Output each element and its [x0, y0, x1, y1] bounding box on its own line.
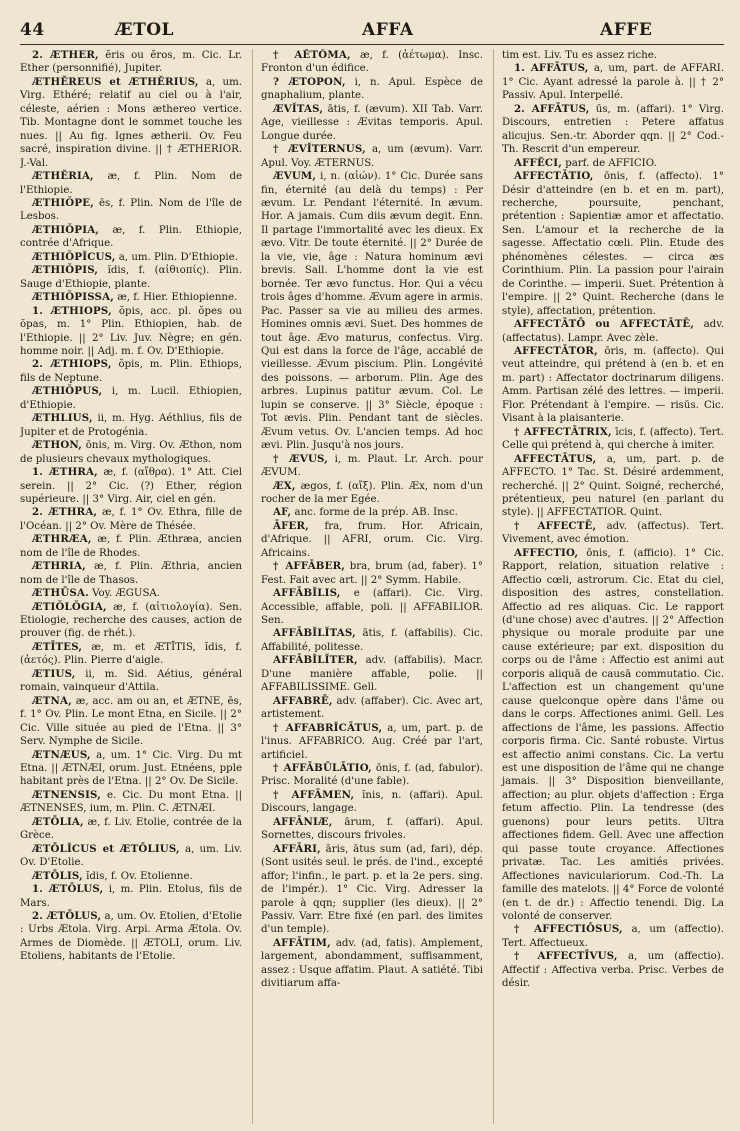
page-number: 44	[20, 20, 45, 40]
entry-headword: 2. ÆTŌLUS,	[32, 910, 102, 922]
entry-definition: a, um (affectio). Affectif : Affectiva verba. Prisc. Verbes de désir.	[502, 951, 724, 990]
entry-headword: † AFFĀMEN,	[273, 788, 355, 801]
entry-headword: AFFECTĀTUS,	[514, 452, 597, 465]
entry-headword: ÆTŌLIS,	[32, 869, 83, 882]
entry-headword: ÆTHĔREUS et ÆTHĔRIUS,	[32, 75, 199, 88]
dictionary-entry	[20, 789, 242, 816]
dictionary-entry	[502, 103, 724, 157]
dictionary-entry	[20, 170, 242, 197]
entry-headword: ÆTNA,	[32, 694, 72, 707]
column-middle	[252, 49, 483, 1124]
entry-definition: ĭdis, f. (αἰθιοπίς). Plin. Sauge d'Ethiopie, plante.	[20, 265, 242, 290]
dictionary-entry	[20, 439, 242, 466]
entry-headword: ÆTIUS,	[32, 667, 76, 680]
entry-headword: ÆTHRIA,	[32, 560, 86, 573]
entry-headword: AFFECTĀTOR,	[514, 344, 598, 357]
dictionary-entry	[502, 950, 724, 990]
entry-headword: 2. ÆTHRA,	[32, 506, 98, 519]
entry-definition: adv. (affaber). Cic. Avec art, artistement.	[261, 695, 483, 721]
entry-definition: a, um, part. p. de AFFECTO. 1° Tac. St. Désiré ardemment, recherché. || 2° Quint. Soigné, recherché, prétentieux, peu naturel (en parlant du style). || AFFECTATIOR. Quint.	[502, 453, 724, 519]
dictionary-entry	[20, 641, 242, 668]
entry-headword: 2. ÆTHIOPS,	[32, 358, 112, 371]
entry-headword: ÆVĬTAS,	[273, 102, 324, 115]
entry-headword: † ÆVĬTERNUS,	[273, 143, 366, 156]
dictionary-entry	[261, 49, 483, 76]
entry-definition: īcis, f. (affecto). Tert. Celle qui prétend à, qui cherche à imiter.	[502, 426, 724, 452]
entry-definition: a, um, part. p. de l'inus. AFFABRICO. Aug. Créé par l'art, artificiel.	[261, 722, 483, 761]
entry-headword: ÆTHON,	[32, 439, 83, 452]
entry-headword: 1. ÆTHRA,	[32, 466, 98, 479]
dictionary-entry	[261, 843, 483, 937]
header-left-word: ÆTOL	[115, 20, 174, 40]
entry-definition: a, um (affectio). Tert. Affectueux.	[502, 924, 724, 949]
entry-headword: 2. ÆTHER,	[32, 49, 99, 61]
entry-headword: AFFĀTIM,	[273, 936, 331, 949]
entry-headword: † AFFECTĪVUS,	[514, 950, 618, 963]
entry-headword: 1. AFFĀTUS,	[514, 62, 589, 75]
dictionary-entry	[502, 62, 724, 102]
entry-headword: ÆTHRÆA,	[32, 533, 92, 546]
dictionary-entry	[502, 157, 724, 170]
entry-headword: † AFFECTĒ,	[514, 519, 597, 532]
dictionary-entry	[502, 345, 724, 426]
page-header	[20, 20, 724, 45]
entry-definition: ĭnis, n. (affari). Apul. Discours, langage.	[261, 789, 483, 815]
dictionary-entry	[20, 224, 242, 251]
entry-definition: āris, ātus sum (ad, fari), dép. (Sont usités seul. le prés. de l'ind., excepté affor; l'infin., le part. p. et la 2e pers. sing. de l'impér.). 1° Cic. Virg. Adresser la parole à qqn; supplier (les dieux). || 2° Passiv. Varr. Etre fixé (en parl. des limites d'un temple).	[261, 843, 483, 936]
entry-headword: AFFĀBĬLĬTAS,	[273, 627, 356, 640]
entry-headword: ĀFER,	[273, 519, 309, 532]
entry-definition: a, um. Ov. Etolien, d'Etolie : Urbs Ætola. Virg. Arpi. Arma Ætola. Ov. Armes de Diomède. || ÆTOLI, orum. Liv. Etoliens, habitants de l'Etolie.	[20, 911, 242, 963]
dictionary-entry	[20, 533, 242, 560]
dictionary-entry	[20, 412, 242, 439]
entry-definition: æ, f. Plin. Æthria, ancien nom de l'île de Thasos.	[20, 561, 242, 586]
dictionary-entry	[261, 789, 483, 816]
dictionary-entry	[261, 816, 483, 843]
entry-definition: æ, f. 1° Ov. Ethra, fille de l'Océan. || 2° Ov. Mère de Thésée.	[20, 507, 242, 532]
entry-definition: i, n. (αἰών). 1° Cic. Durée sans fin, éternité (au delà du temps) : Per ævum. Lr. Pendant l'éternité. In ævum. Hor. A jamais. Cum diis ævum degit. Enn. Il partage l'immortalité avec les dieux. Ex ævo. Vitr. De toute éternité. || 2° Durée de la vie, vie, âge : Natura hominum ævi brevis. Sall. L'homme dont la vie est bornée. Ter ævo functus. Hor. Qui a vécu trois âges d'homme. Ævum agere in armis. Pac. Passer sa vie au milieu des armes. Homines omnis ævi. Suet. Des hommes de tout âge. Ævo maturus, confectus. Virg. Qui est dans la force de l'âge, accablé de vieillesse. Ævum piscium. Plin. Longévité des poissons. — arborum. Plin. Age des arbres. Lupinus patitur ævum. Col. Le lupin se conserve. || 3° Siècle, époque : Tot ævis. Plin. Pendant tant de siècles. Ævum vetus. Ov. L'ancien temps. Ad hoc ævi. Plin. Jusqu'à nos jours.	[261, 171, 483, 452]
entry-headword: AFFĀNIÆ,	[273, 815, 333, 828]
dictionary-entry	[502, 426, 724, 453]
dictionary-entry	[20, 560, 242, 587]
entry-headword: ÆTHIŎPIA,	[32, 223, 100, 236]
dictionary-entry	[261, 170, 483, 453]
entry-headword: ÆTNENSIS,	[32, 788, 101, 801]
entry-headword: † AFFECTĀTRIX,	[514, 425, 612, 438]
entry-definition: bra, brum (ad, faber). 1° Fest. Fait avec art. || 2° Symm. Habile.	[261, 561, 483, 586]
dictionary-entry	[502, 547, 724, 924]
entry-definition: ŏpis, acc. pl. ŏpes ou ŏpas, m. 1° Plin. Ethiopien, hab. de l'Ethiopie. || 2° Liv. Juv. Nègre; en gén. homme noir. || Adj. m. f. Ov. D'Ethiopie.	[20, 305, 242, 357]
dictionary-entry	[261, 103, 483, 143]
entry-headword: ÆTHIŎPE,	[32, 196, 94, 209]
entry-headword: ÆTŌLĬCUS et ÆTŌLIUS,	[32, 842, 180, 855]
entry-definition: a, um. Liv. Ov. D'Etolie.	[20, 843, 242, 869]
dictionary-entry	[261, 453, 483, 480]
entry-definition: e. Cic. Du mont Etna. || ÆTNENSES, ium, m. Plin. C. ÆTNÆI.	[20, 789, 242, 815]
entry-headword: ÆVUM,	[273, 170, 317, 183]
dictionary-entry	[20, 668, 242, 695]
entry-definition: æ, f. (αἴθρα). 1° Att. Ciel serein. || 2° Cic. (?) Ether, région supérieure. || 3° Virg. Air, ciel en gén.	[20, 467, 242, 505]
entry-definition: a, um (ævum). Varr. Apul. Voy. ÆTERNUS.	[261, 144, 483, 169]
entry-definition: æ, f. Plin. Ethiopie, contrée d'Afrique.	[20, 224, 242, 250]
dictionary-entry	[20, 883, 242, 910]
column-right	[493, 49, 724, 1124]
entry-headword: ÆTNÆUS,	[32, 748, 91, 761]
entry-headword: AFFABRĒ,	[273, 694, 333, 707]
entry-definition: ōnis, m. Virg. Ov. Æthon, nom de plusieurs chevaux mythologiques.	[20, 440, 242, 465]
entry-headword: ? ÆTOPON,	[273, 75, 346, 88]
entry-headword: ÆTHŪSA.	[32, 587, 89, 600]
entry-definition: anc. forme de la prép. AB. Insc.	[294, 507, 458, 519]
entry-headword: 1. ÆTŌLUS,	[32, 883, 104, 896]
entry-definition: a, um. Virg. Ethéré; relatif au ciel ou à l'air, céleste, aérien : Mons æthereo vertice. Tib. Montagne dont le sommet touche les nues. || Au fig. Ignes ætherii. Ov. Feu sacré, inspiration divine. || † ÆTHERIOR. J.-Val.	[20, 76, 242, 169]
dictionary-entry	[261, 722, 483, 762]
dictionary-entry	[502, 318, 724, 345]
dictionary-entry	[20, 291, 242, 304]
entry-definition: æ, acc. am ou an, et ÆTNE, ēs, f. 1° Ov. Plin. Le mont Etna, en Sicile. || 2° Cic. Ville située au pied de l'Etna. || 3° Serv. Nymphe de Sicile.	[20, 695, 242, 748]
entry-definition: a, um, part. de AFFARI. 1° Cic. Ayant adressé la parole à. || † 2° Passiv. Apul. Interpellé.	[502, 63, 724, 102]
entry-definition: ātis, f. (affabilis). Cic. Affabilité, politesse.	[261, 628, 483, 653]
dictionary-entry	[20, 358, 242, 385]
dictionary-entry	[20, 76, 242, 170]
entry-definition: a, um. 1° Cic. Virg. Du mt Etna. || ÆTNÆI, orum. Just. Etnéens, pple habitant près de l'Etna. || 2° Ov. De Sicile.	[20, 749, 242, 788]
dictionary-entry	[502, 453, 724, 520]
entry-headword: AFFECTIO,	[514, 546, 579, 559]
entry-headword: ÆTŌLIA,	[32, 815, 84, 828]
dictionary-entry	[502, 170, 724, 318]
entry-definition: adv. (affectatus). Lampr. Avec zèle.	[502, 319, 724, 344]
dictionary-entry	[261, 560, 483, 587]
entry-headword: ÆTHIŎPISSA,	[32, 291, 114, 304]
dictionary-entry	[20, 506, 242, 533]
entry-headword: ÆTĪTES,	[32, 640, 83, 653]
entry-headword: † ÆVUS,	[273, 452, 328, 465]
entry-headword: † AFFĀBŪLĀTIO,	[273, 762, 372, 775]
entry-definition: æ, f. (αἰτιολογία). Sen. Etiologie, recherche des causes, action de prouver (fig. de rhét.).	[20, 601, 242, 640]
entry-definition: ægos, f. (αἴξ). Plin. Æx, nom d'un rocher de la mer Egée.	[261, 480, 483, 505]
entry-definition: i, m. Plin. Etolus, fils de Mars.	[20, 884, 242, 909]
entry-headword: † AĔTŌMA,	[273, 49, 351, 61]
dictionary-entry	[502, 49, 724, 62]
entry-headword: † AFFECTIŌSUS,	[514, 923, 623, 936]
entry-definition: Voy. ÆGUSA.	[92, 588, 161, 600]
entry-definition: æ, f. Hier. Ethiopienne.	[117, 292, 238, 304]
dictionary-entry	[261, 587, 483, 627]
dictionary-entry	[20, 49, 242, 76]
header-middle-word: AFFA	[362, 20, 414, 40]
dictionary-entry	[261, 627, 483, 654]
entry-headword: ÆTHIŎPIS,	[32, 264, 99, 277]
dictionary-entry	[261, 937, 483, 991]
entry-definition: ōris, m. (affecto). Qui veut atteindre, qui prétend à (en b. et en m. part) : Affectator doctrinarum diligens. Amm. Partisan zélé des lettres. — imperii. Flor. Prétendant à l'empire. — risūs. Cic. Visant à la plaisanterie.	[502, 345, 724, 425]
dictionary-entry	[20, 305, 242, 359]
entry-definition: parf. de AFFICIO.	[565, 157, 657, 169]
entry-definition: ārum, f. (affari). Apul. Sornettes, discours frivoles.	[261, 816, 483, 842]
entry-definition: æ, f. Plin. Æthræa, ancien nom de l'île de Rhodes.	[20, 534, 242, 559]
dictionary-entry	[20, 587, 242, 600]
dictionary-entry	[20, 385, 242, 412]
dictionary-entry	[20, 816, 242, 843]
entry-headword: ÆTHIŎPUS,	[32, 385, 103, 398]
entry-headword: † AFFABRĬCĀTUS,	[273, 721, 383, 734]
dictionary-entry	[261, 520, 483, 560]
entry-headword: 2. AFFĀTUS,	[514, 102, 590, 115]
entry-definition: ēs, f. Plin. Nom de l'île de Lesbos.	[20, 197, 242, 223]
entry-definition: i, m. Lucil. Ethiopien, d'Ethiopie.	[20, 386, 242, 411]
column-left	[20, 49, 242, 1124]
dictionary-entry	[20, 910, 242, 964]
entry-definition: adv. (affabilis). Macr. D'une manière affable, polie. || AFFABILISSIME. Gell.	[261, 655, 483, 694]
dictionary-entry	[20, 749, 242, 789]
entry-definition: æ, f. Plin. Nom de l'Ethiopie.	[20, 171, 242, 196]
entry-headword: AFFĀBĬLIS,	[273, 587, 341, 600]
entry-headword: ÆTIŎLŎGIA,	[32, 600, 107, 613]
dictionary-entry	[261, 76, 483, 103]
entry-definition: ĕris ou ĕros, m. Cic. Lr. Ether (personnifié), Jupiter.	[20, 50, 242, 75]
entry-headword: † AFFĀBER,	[273, 560, 345, 573]
entry-headword: ÆX,	[273, 479, 296, 492]
entry-definition: æ, m. et ÆTĪTIS, ĭdis, f. (ἀετός). Plin. Pierre d'aigle.	[20, 641, 242, 667]
entry-definition: æ, f. (ἀέτωμα). Insc. Fronton d'un édifice.	[261, 50, 483, 75]
dictionary-entry	[20, 843, 242, 870]
dictionary-entry	[261, 143, 483, 170]
entry-definition: tim est. Liv. Tu es assez riche.	[502, 50, 658, 61]
dictionary-entry	[20, 601, 242, 641]
dictionary-entry	[261, 506, 483, 519]
entry-headword: ÆTHĔRIA,	[32, 170, 94, 183]
entry-definition: fra, frum. Hor. Africain, d'Afrique. || AFRI, orum. Cic. Virg. Africains.	[261, 520, 483, 559]
dictionary-entry	[261, 480, 483, 507]
dictionary-entry	[20, 870, 242, 883]
dictionary-entry	[261, 762, 483, 789]
entry-headword: AFFĔCI,	[514, 156, 562, 169]
dictionary-entry	[20, 197, 242, 224]
dictionary-entry	[20, 695, 242, 749]
entry-headword: AF,	[273, 506, 292, 519]
entry-definition: i, n. Apul. Espèce de gnaphalium, plante.	[261, 76, 483, 102]
header-right-word: AFFE	[600, 20, 653, 40]
entry-headword: AFFECTĀTIO,	[514, 170, 594, 183]
dictionary-entry	[261, 695, 483, 722]
entry-definition: ōnis, f. (affecto). 1° Désir d'atteindre (en b. et en m. part), recherche, poursuite, penchant, prétention : Sapientiæ amor et affectatio. Sen. L'amour et la recherche de la sagesse. Affectatio cœli. Plin. Etude des phénomènes célestes. — circa æs Corinthium. Plin. La passion pour l'airain de Corinthe. — imperii. Suet. Prétention à l'empire. || 2° Quint. Recherche (dans le style), affectation, prétention.	[502, 171, 724, 317]
entry-definition: e (affari). Cic. Virg. Accessible, affable, poli. || AFFABILIOR. Sen.	[261, 588, 483, 627]
dictionary-entry	[502, 520, 724, 547]
dictionary-entry	[20, 264, 242, 291]
entry-definition: i, m. Plaut. Lr. Arch. pour ÆVUM.	[261, 453, 483, 479]
entry-definition: adv. (ad, fatis). Amplement, largement, abondamment, suffisamment, assez : Usque affatim. Plaut. A satiété. Tibi divitiarum affa-	[261, 937, 483, 990]
entry-definition: a, um. Plin. D'Ethiopie.	[118, 251, 238, 263]
entry-headword: 1. ÆTHIOPS,	[32, 304, 112, 317]
entry-definition: adv. (affectus). Tert. Vivement, avec émotion.	[502, 520, 724, 546]
entry-definition: æ, f. Liv. Etolie, contrée de la Grèce.	[20, 816, 242, 842]
entry-headword: AFFECTĀTŌ ou AFFECTĀTĒ,	[514, 318, 695, 331]
entry-definition: ŏpis, m. Plin. Ethiops, fils de Neptune.	[20, 359, 242, 384]
entry-definition: ĭdis, f. Ov. Etolienne.	[86, 870, 193, 882]
entry-headword: AFFĀBĬLĬTER,	[273, 654, 358, 667]
entry-definition: ūs, m. (affari). 1° Virg. Discours, entretien : Petere affatus alicujus. Sen.-tr. Aborder qqn. || 2° Cod.-Th. Rescrit d'un empereur.	[502, 103, 724, 156]
entry-headword: ÆTHLIUS,	[32, 412, 93, 425]
entry-headword: AFFĀRI,	[273, 842, 321, 855]
dictionary-entry	[20, 251, 242, 264]
entry-definition: ōnis, f. (afficio). 1° Cic. Rapport, relation, situation relative : Affectio cœli, astrorum. Cic. Etat du ciel, disposition des astres, constellation. Affectio ad res aliquas. Cic. Le rapport (d'une chose) avec d'autres. || 2° Affection physique ou morale produite par une cause extérieure; par ext. disposition du corps ou de l'âme : Affectio est animi aut corporis aliquā de causā commutatio. Cic. L'affection est un changement qu'une cause quelconque opère dans l'âme ou dans le corps. Affectiones animi. Gell. Les affections de l'âme, les passions. Affectio corporis firma. Cic. Santé robuste. Virtus est affectio animi constans. Cic. La vertu est une disposition de l'âme qui ne change jamais. || 3° Disposition bienveillante, affection; au plur. objets d'affection : Erga fetum affectio. Plin. La tendresse (des guenons) pour leurs petits. Ultra affectiones fidem. Gell. Avec une affection qui passe toute croyance. Affectiones privatæ. Tac. Les amitiés privées. Affectiones naviculariorum. Cod.-Th. La famille des matelots. || 4° Force de volonté (en t. de dr.) : Affectio tenendi. Dig. La volonté de conserver.	[502, 547, 724, 922]
columns	[20, 49, 724, 1124]
dictionary-entry	[261, 654, 483, 694]
entry-definition: ātis, f. (ævum). XII Tab. Varr. Age, vieillesse : Ævitas temporis. Apul. Longue durée.	[261, 103, 483, 142]
entry-definition: ii, m. Hyg. Aéthlius, fils de Jupiter et de Protogénia.	[20, 413, 242, 438]
entry-headword: ÆTHIŎPĬCUS,	[32, 250, 116, 263]
entry-definition: ii, m. Sid. Aétius, général romain, vainqueur d'Attila.	[20, 668, 242, 694]
entry-definition: ōnis, f. (ad, fabulor). Prisc. Moralité (d'une fable).	[261, 763, 483, 788]
dictionary-entry	[502, 923, 724, 950]
dictionary-entry	[20, 466, 242, 506]
